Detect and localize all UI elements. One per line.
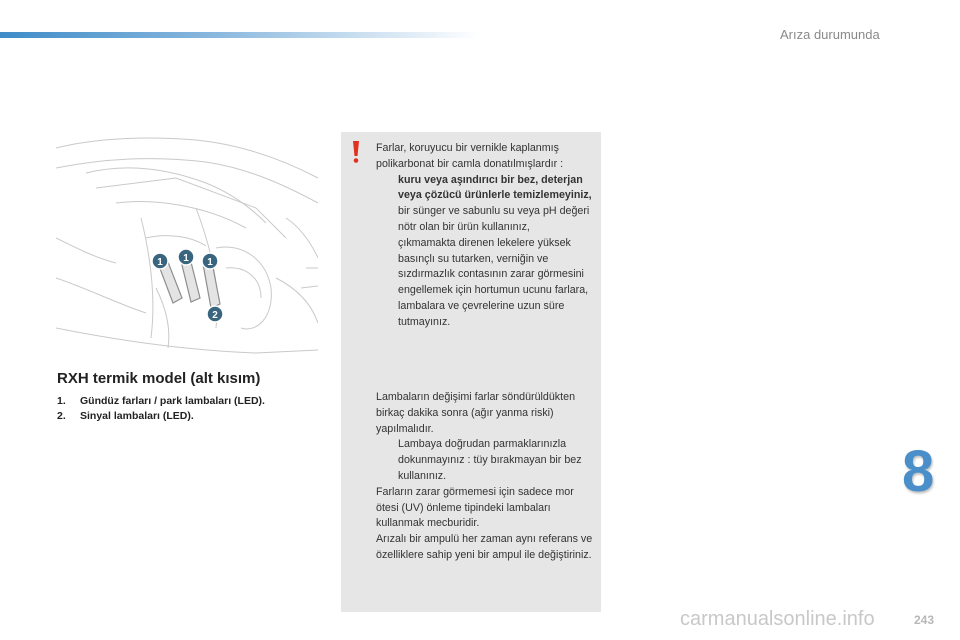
callout-1a: 1 [157,257,163,268]
bullet-icon [376,236,398,331]
header-accent-bar [0,32,480,38]
legend-number: 2. [57,410,66,422]
note-bullet [376,204,598,236]
note-bullet [376,236,598,331]
chapter-number: 8 [902,439,935,504]
note-block-replacement [376,390,598,564]
legend-list [57,395,265,425]
note-bullet [376,437,598,484]
bullet-text: bir sünger ve sabunlu su veya pH değeri nötr olan bir ürün kullanınız, [398,205,590,233]
chapter-title: Arıza durumunda [780,27,880,42]
callout-1c: 1 [207,257,213,268]
bullet-icon [376,173,398,205]
legend-item [57,410,265,422]
bullet-text: kuru veya aşındırıcı bir bez, deterjan veya çözücü ürünlerle temizlemeyiniz, [398,173,592,202]
bullet-text: Lambaya doğrudan parmaklarınızla dokunmayınız : tüy bırakmayan bir bez kullanınız. [398,438,582,482]
page-number: 243 [914,613,935,627]
note-block-care [376,141,598,331]
watermark: carmanualsonline.info [680,608,875,630]
note-paragraph: Arızalı bir ampulü her zaman aynı referans ve özelliklere sahip yeni bir ampul ile değiştiriniz. [376,533,593,561]
legend-text: Sinyal lambaları (LED). [80,410,194,422]
warning-exclamation-icon [350,140,362,164]
legend-number: 1. [57,395,66,407]
legend-item [57,395,265,407]
bullet-icon [376,437,398,484]
legend-text: Gündüz farları / park lambaları (LED). [80,395,265,407]
note-paragraph: Lambaların değişimi farlar söndürüldükten birkaç dakika sonra (ağır yanma riski) yapılmalıdır. [376,391,576,435]
note-bullet [376,173,598,205]
bullet-icon [376,204,398,236]
note-intro: Farlar, koruyucu bir vernikle kaplanmış polikarbonat bir camla donatılmışlardır : [376,142,564,170]
callout-1b: 1 [183,253,189,264]
car-front-fog-lamp-drawing [56,128,318,358]
callout-2: 2 [212,310,218,321]
note-paragraph: Farların zarar görmemesi için sadece mor ötesi (UV) önleme tipindeki lambaları kullanmak mecburidir. [376,485,574,530]
section-title: RXH termik model (alt kısım) [57,370,261,387]
bullet-text: çıkmamakta direnen lekelere yüksek basınçlı su tutarken, verniğin ve sızdırmazlık contasının zarar görmesini engellemek için hortumun ucunu farlara, lambalara ve çevrelerine uzun süre tutmayınız. [398,236,589,328]
